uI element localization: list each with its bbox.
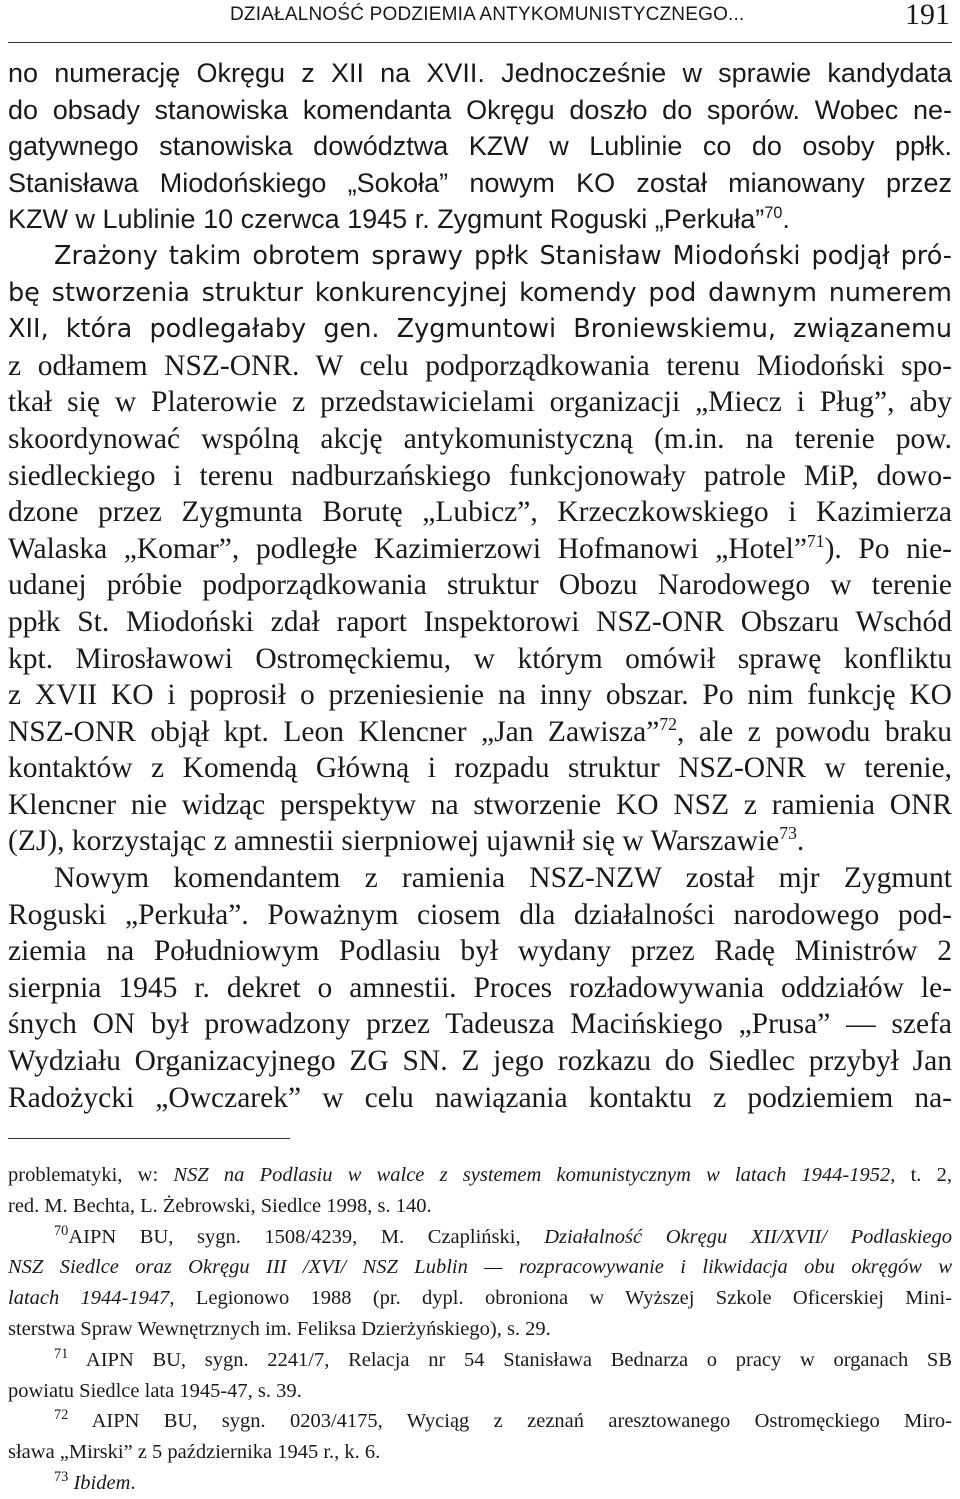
body-line-text: Zrażony takim obrotem sprawy ppłk Stanisław Miodoński podjął pró-	[54, 240, 952, 271]
footnote-line	[8, 1222, 952, 1253]
body-line	[8, 201, 952, 238]
body-line	[8, 750, 952, 787]
body-line-text: Wydziału Organizacyjnego ZG SN. Z jego rozkazu do Siedlec przybył Jan	[8, 1045, 952, 1078]
footnote-title-italic: Działalność Okręgu XII/XVII/ Podlaskiego	[544, 1225, 952, 1248]
footnote-text: powiatu Siedlce lata 1945-47, s. 39.	[8, 1379, 302, 1402]
body-line	[8, 55, 952, 92]
body-line	[8, 458, 952, 495]
body-line-text: Nowym komendantem z ramienia NSZ-NZW został mjr Zygmunt	[54, 862, 952, 895]
footnote-text: , t. 2,	[890, 1164, 952, 1186]
body-line-text: , ale z powodu braku	[677, 715, 953, 748]
body-line-text: śnych ON był prowadzony przez Tadeusza Macińskiego „Prusa” — szefa	[8, 1008, 952, 1041]
body-line	[8, 641, 952, 678]
body-line	[8, 1080, 952, 1117]
body-line-text: siedleckiego i terenu nadburzańskiego funkcjonowały patrole MiP, dowo-	[8, 459, 952, 492]
footnotes	[8, 1160, 952, 1499]
footnote-text: AIPN BU, sygn. 0203/4175, Wyciąg z zeznań aresztowanego Ostromęckiego Miro-	[68, 1410, 952, 1433]
footnote-text: red. M. Bechta, L. Żebrowski, Siedlce 1998, s. 140.	[8, 1194, 432, 1217]
footnote-ref[interactable]: 71	[806, 530, 825, 551]
body-line	[8, 970, 952, 1007]
footnote-line	[8, 1376, 952, 1407]
footnote-text: problematyki, w:	[8, 1164, 174, 1186]
footnote-number: 72	[54, 1407, 69, 1424]
footnote-text: AIPN BU, sygn. 1508/4239, M. Czapliński,	[68, 1225, 545, 1248]
body-line-text: sierpnia 1945 r. dekret o amnestii. Proces rozładowywania oddziałów le-	[8, 971, 952, 1004]
body-line	[8, 860, 952, 897]
running-title: DZIAŁALNOŚĆ PODZIEMIA ANTYKOMUNISTYCZNEGO...	[230, 4, 745, 25]
body-line-text: .	[782, 204, 790, 235]
footnote-line	[8, 1406, 952, 1437]
body-line-text: Stanisława Miodońskiego „Sokoła” nowym KO został mianowany przez	[8, 167, 952, 198]
footnote-line	[8, 1283, 952, 1314]
footnote-ref[interactable]: 72	[659, 713, 677, 734]
body-line	[8, 933, 952, 970]
footnote-text: , Legionowo 1988 (pr. dypl. obroniona w Wyższej Szkole Oficerskiej Mini-	[169, 1287, 952, 1310]
body-line	[8, 165, 952, 202]
footnote-title-italic: Ibidem	[73, 1471, 131, 1494]
footnote-ref[interactable]: 70	[764, 204, 783, 223]
footnote-number: 70	[54, 1222, 69, 1239]
footnote-title-italic: NSZ Siedlce oraz Okręgu III /XVI/ NSZ Lublin — rozpracowywanie i likwidacja obu okręgów w	[8, 1256, 952, 1279]
body-text	[8, 55, 952, 1116]
body-line-text: dzone przez Zygmunta Borutę „Lubicz”, Krzeczkowskiego i Kazimierza	[8, 496, 952, 529]
body-line-text: do obsady stanowiska komendanta Okręgu doszło do sporów. Wobec ne-	[8, 94, 952, 125]
body-line	[8, 348, 952, 385]
footnote-line	[8, 1345, 952, 1376]
body-line	[8, 714, 952, 751]
body-line	[8, 1043, 952, 1080]
footnote-line	[8, 1314, 952, 1345]
footnote-line	[8, 1468, 952, 1499]
body-line-text: no numerację Okręgu z XII na XVII. Jednocześnie w sprawie kandydata	[8, 58, 952, 88]
footnote-line	[8, 1160, 952, 1191]
body-line-text: Klencner nie widząc perspektyw na stworzenie KO NSZ z ramienia ONR	[8, 788, 952, 821]
body-line	[8, 92, 952, 129]
footnote-text: sława „Mirski” z 5 października 1945 r., k. 6.	[8, 1441, 381, 1464]
body-line	[8, 275, 952, 312]
body-line-text: tkał się w Platerowie z przedstawicielami organizacji „Miecz i Pług”, aby	[8, 386, 952, 419]
body-line-text: kpt. Mirosławowi Ostromęckiemu, w którym omówił sprawę konfliktu	[8, 642, 952, 675]
body-line-text: kontaktów z Komendą Główną i rozpadu struktur NSZ-ONR w terenie,	[8, 752, 952, 785]
body-line-text: ziemia na Południowym Podlasiu był wydany przez Radę Ministrów 2	[8, 935, 952, 968]
body-line	[8, 421, 952, 458]
body-line-text: Roguski „Perkuła”. Poważnym ciosem dla działalności narodowego pod-	[8, 898, 952, 931]
body-line-text: bę stworzenia struktur konkurencyjnej komendy pod dawnym numerem	[8, 277, 952, 308]
body-line-text: ppłk St. Miodoński zdał raport Inspektorowi NSZ-ONR Obszaru Wschód	[8, 605, 952, 638]
body-line-text: z odłamem NSZ-ONR. W celu podporządkowania terenu Miodoński spo-	[8, 349, 952, 382]
body-line-text: udanej próbie podporządkowania struktur Obozu Narodowego w terenie	[8, 569, 952, 602]
body-line-text: KZW w Lublinie 10 czerwca 1945 r. Zygmunt Roguski „Perkuła”	[8, 204, 765, 235]
body-line-text: skoordynować wspólną akcję antykomunistyczną (m.in. na terenie pow.	[8, 422, 952, 455]
footnote-line	[8, 1191, 952, 1222]
body-line	[8, 384, 952, 421]
footnote-ref[interactable]: 73	[779, 823, 797, 844]
body-line-text: Radożycki „Owczarek” w celu nawiązania kontaktu z podziemiem na-	[8, 1081, 952, 1114]
body-line	[8, 238, 952, 275]
footnote-number: 73	[54, 1469, 69, 1486]
body-line	[8, 897, 952, 934]
body-line	[8, 787, 952, 824]
body-line	[8, 823, 952, 860]
body-line-text: XII, która podlegałaby gen. Zygmuntowi Broniewskiemu, związanemu	[8, 314, 952, 345]
body-line-text: ). Po nie-	[824, 532, 953, 565]
body-line	[8, 494, 952, 531]
footnote-text: .	[130, 1471, 136, 1494]
footnote-number: 71	[54, 1345, 69, 1362]
body-line	[8, 531, 952, 568]
body-line	[8, 128, 952, 165]
footnote-text: sterstwa Spraw Wewnętrznych im. Feliksa Dzierżyńskiego), s. 29.	[8, 1317, 551, 1340]
body-line	[8, 1006, 952, 1043]
body-line	[8, 677, 952, 714]
body-line-text: Walaska „Komar”, podległe Kazimierzowi Hofmanowi „Hotel”	[8, 532, 807, 565]
running-header	[8, 0, 952, 43]
body-line-text: (ZJ), korzystając z amnestii sierpniowej ujawnił się w Warszawie	[8, 825, 780, 858]
body-line-text: .	[796, 825, 805, 858]
body-line	[8, 311, 952, 348]
footnote-rule	[8, 1138, 290, 1139]
footnote-text: AIPN BU, sygn. 2241/7, Relacja nr 54 Stanisława Bednarza o pracy w organach SB	[68, 1348, 952, 1371]
body-line-text: gatywnego stanowiska dowództwa KZW w Lublinie co do osoby ppłk.	[8, 131, 952, 162]
footnote-line	[8, 1252, 952, 1283]
footnote-line	[8, 1437, 952, 1468]
footnote-title-italic: latach 1944-1947	[8, 1287, 170, 1310]
body-line	[8, 604, 952, 641]
body-line-text: NSZ-ONR objął kpt. Leon Klencner „Jan Zawisza”	[8, 715, 660, 748]
body-line-text: z XVII KO i poprosił o przeniesienie na inny obszar. Po nim funkcję KO	[8, 679, 952, 712]
body-line	[8, 567, 952, 604]
page-number: 191	[905, 0, 950, 31]
footnote-title-italic: NSZ na Podlasiu w walce z systemem komunistycznym w latach 1944-1952	[173, 1164, 891, 1186]
